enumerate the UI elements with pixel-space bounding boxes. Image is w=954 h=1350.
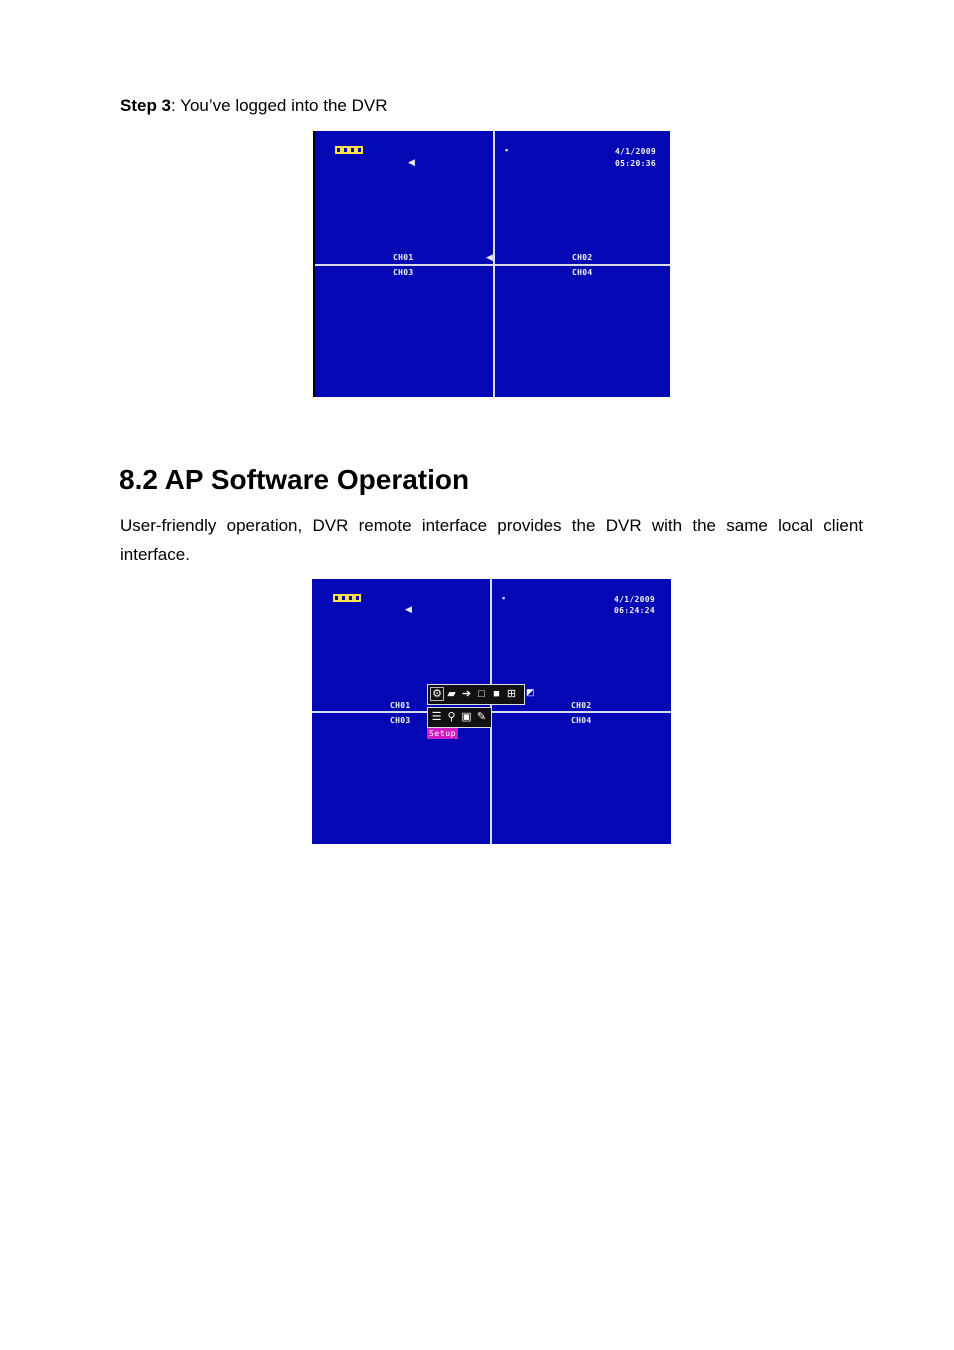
network-icon: ▪ — [505, 145, 509, 155]
channel-label-ch03: CH03 — [393, 268, 414, 277]
network-icon: ▪ — [502, 593, 506, 603]
osd-time: 06:24:24 — [614, 606, 655, 615]
hdd-indicator-icon — [335, 146, 342, 154]
quad-divider-horizontal — [315, 264, 670, 266]
channel-label-ch01: CH01 — [390, 701, 411, 710]
search-icon[interactable]: ⚲ — [447, 711, 456, 723]
hdd-indicator-icon — [340, 594, 347, 602]
hdd-indicator-icon — [356, 146, 363, 154]
step-label: Step 3 — [120, 96, 172, 115]
save-icon[interactable]: ▣ — [461, 711, 472, 723]
channel-label-ch01: CH01 — [393, 253, 414, 262]
speaker-icon: ◀ — [486, 252, 493, 262]
channel-label-ch04: CH04 — [572, 268, 593, 277]
osd-date: 4/1/2009 — [614, 595, 655, 604]
dvr-screen-logged-in — [313, 131, 670, 397]
arrow-right-icon[interactable]: ➔ — [461, 688, 472, 700]
osd-time: 05:20:36 — [615, 159, 656, 168]
hdd-indicator-icon — [333, 594, 340, 602]
hdd-indicator-icon — [342, 146, 349, 154]
section-title: 8.2 AP Software Operation — [119, 464, 470, 495]
hdd-indicator-icon — [349, 146, 356, 154]
step-3-caption — [120, 95, 387, 117]
channel-label-ch02: CH02 — [572, 253, 593, 262]
single-view-icon[interactable]: □ — [478, 688, 485, 700]
setup-tooltip: Setup — [429, 729, 457, 738]
section-paragraph: User-friendly operation, DVR remote interface provides the DVR with the same local client interface. — [120, 516, 863, 564]
menu-toolbar-top — [427, 684, 525, 705]
fullscreen-icon[interactable]: ■ — [493, 688, 500, 700]
setup-gear-icon[interactable]: ⚙ — [430, 687, 444, 701]
menu-toolbar-bottom — [427, 707, 492, 728]
tools-icon[interactable]: ✎ — [476, 711, 487, 723]
speaker-icon: ◀ — [405, 604, 412, 614]
step-text: : You’ve logged into the DVR — [171, 96, 388, 115]
log-list-icon[interactable]: ☰ — [431, 711, 442, 723]
channel-label-ch03: CH03 — [390, 716, 411, 725]
hdd-indicator-icon — [347, 594, 354, 602]
sequence-icon[interactable]: ◩ — [526, 687, 535, 697]
camera-icon[interactable]: ▰ — [447, 688, 456, 700]
osd-date: 4/1/2009 — [615, 147, 656, 156]
hdd-indicator-icon — [354, 594, 361, 602]
channel-label-ch02: CH02 — [571, 701, 592, 710]
dvr-screen-menu — [312, 579, 671, 844]
channel-label-ch04: CH04 — [571, 716, 592, 725]
speaker-icon: ◀ — [408, 157, 415, 167]
quad-view-icon[interactable]: ⊞ — [506, 688, 517, 700]
